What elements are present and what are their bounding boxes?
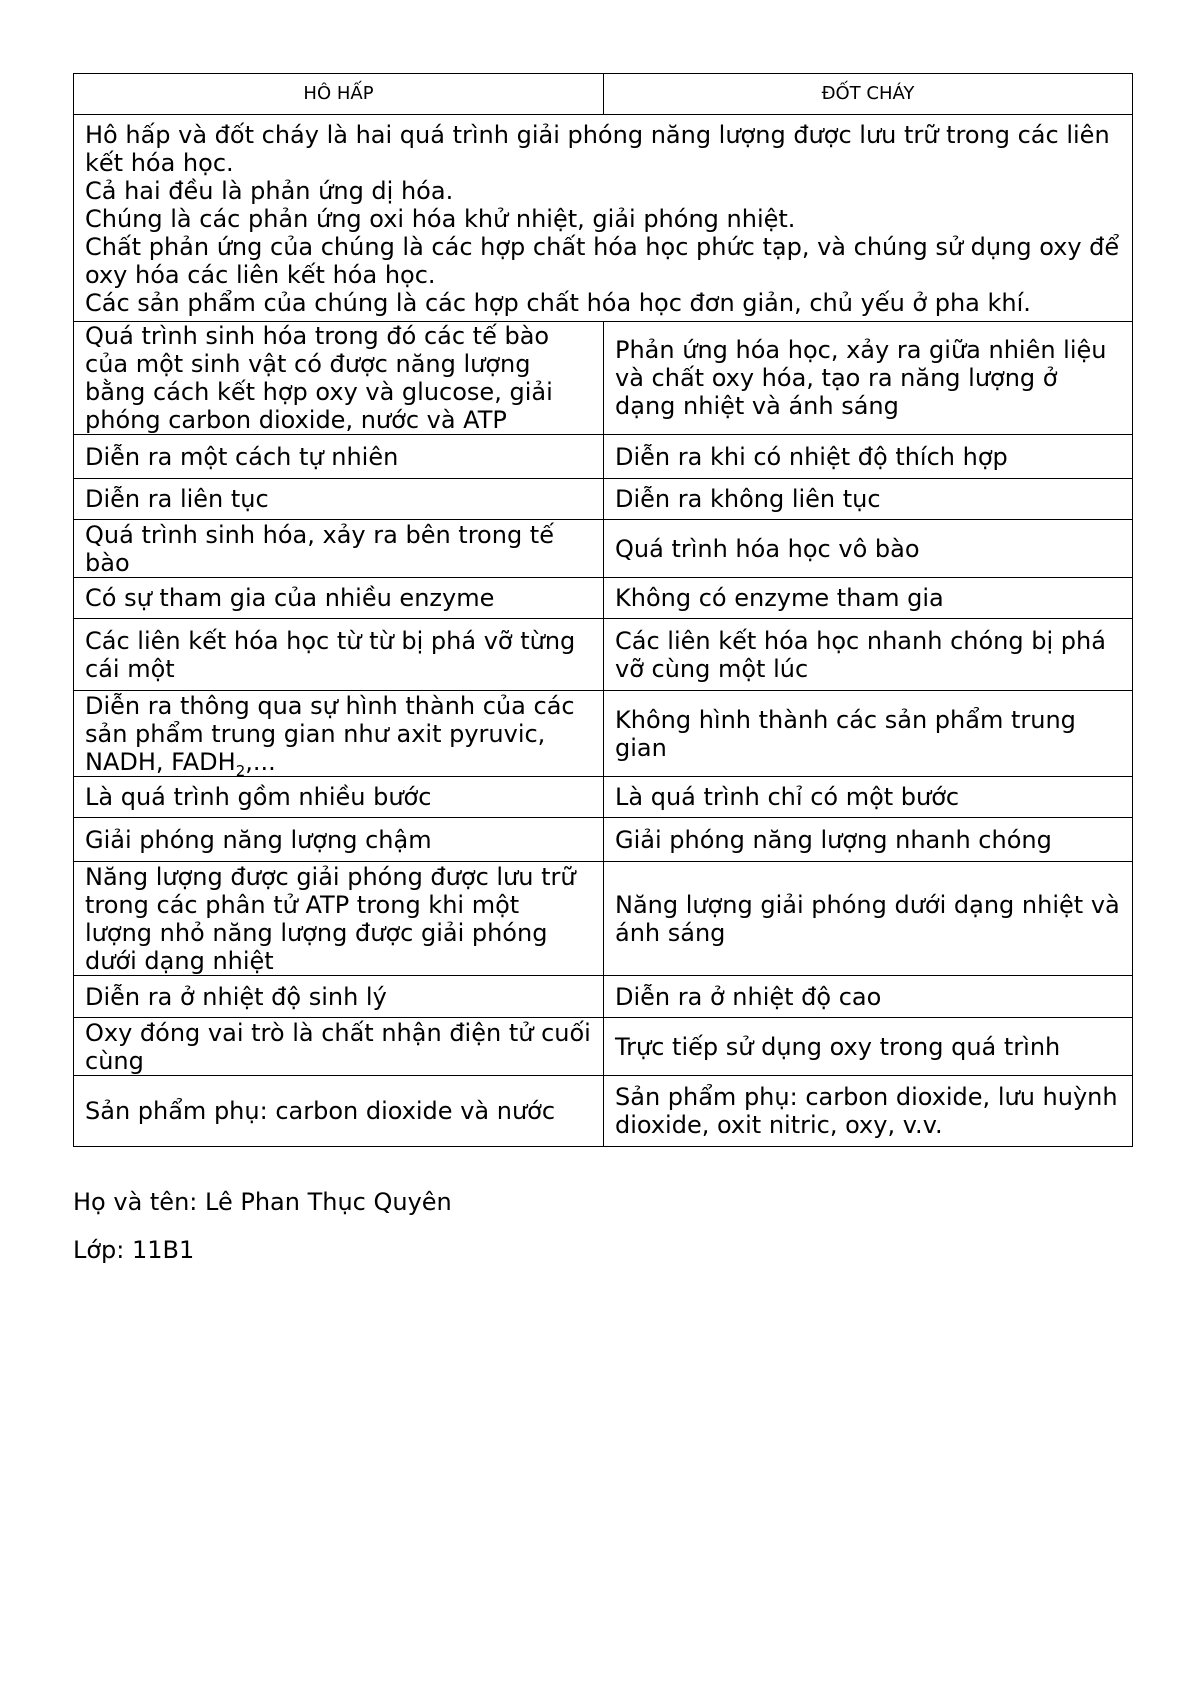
combustion-cell: Là quá trình chỉ có một bước [604, 777, 1133, 818]
combustion-cell: Không có enzyme tham gia [604, 578, 1133, 619]
respiration-cell: Có sự tham gia của nhiều enzyme [74, 578, 604, 619]
combustion-cell: Giải phóng năng lượng nhanh chóng [604, 818, 1133, 862]
table-row [74, 578, 1133, 619]
table-row [74, 619, 1133, 691]
respiration-cell: Diễn ra một cách tự nhiên [74, 435, 604, 479]
respiration-cell: Là quá trình gồm nhiều bước [74, 777, 604, 818]
header-respiration: HÔ HẤP [74, 74, 604, 115]
respiration-cell: Giải phóng năng lượng chậm [74, 818, 604, 862]
respiration-cell: Sản phẩm phụ: carbon dioxide và nước [74, 1076, 604, 1147]
combustion-cell: Quá trình hóa học vô bào [604, 520, 1133, 578]
table-row [74, 479, 1133, 520]
respiration-cell: Các liên kết hóa học từ từ bị phá vỡ từng cái một [74, 619, 604, 691]
table-row [74, 691, 1133, 777]
respiration-cell: Oxy đóng vai trò là chất nhận điện tử cuối cùng [74, 1018, 604, 1076]
respiration-cell: Năng lượng được giải phóng được lưu trữ trong các phân tử ATP trong khi một lượng nhỏ năng lượng được giải phóng dưới dạng nhiệt [74, 862, 604, 976]
table-row [74, 976, 1133, 1018]
combustion-cell: Diễn ra khi có nhiệt độ thích hợp [604, 435, 1133, 479]
shared-line: Chúng là các phản ứng oxi hóa khử nhiệt, giải phóng nhiệt. [85, 205, 796, 233]
respiration-cell [74, 691, 604, 780]
combustion-cell: Diễn ra không liên tục [604, 479, 1133, 520]
respiration-cell: Diễn ra liên tục [74, 479, 604, 520]
combustion-cell: Phản ứng hóa học, xảy ra giữa nhiên liệu và chất oxy hóa, tạo ra năng lượng ở dạng nhiệt và ánh sáng [604, 322, 1133, 435]
table-row [74, 435, 1133, 479]
intermediate-text: Diễn ra thông qua sự hình thành của các sản phẩm trung gian như axit pyruvic, NADH, FADH [85, 691, 575, 776]
subscript-2: 2 [235, 761, 246, 780]
shared-line: Chất phản ứng của chúng là các hợp chất hóa học phức tạp, và chúng sử dụng oxy để oxy hóa các liên kết hóa học. [85, 233, 1120, 289]
table-row [74, 1076, 1133, 1147]
shared-line: Các sản phẩm của chúng là các hợp chất hóa học đơn giản, chủ yếu ở pha khí. [85, 289, 1031, 317]
combustion-cell: Các liên kết hóa học nhanh chóng bị phá vỡ cùng một lúc [604, 619, 1133, 691]
shared-line: Hô hấp và đốt cháy là hai quá trình giải phóng năng lượng được lưu trữ trong các liên kết hóa học. [85, 121, 1110, 177]
combustion-cell: Diễn ra ở nhiệt độ cao [604, 976, 1133, 1018]
table-row [74, 862, 1133, 976]
table-row [74, 520, 1133, 578]
shared-row [74, 115, 1133, 322]
table-row [74, 777, 1133, 818]
combustion-cell: Năng lượng giải phóng dưới dạng nhiệt và ánh sáng [604, 862, 1133, 976]
header-row [74, 74, 1133, 115]
shared-line: Cả hai đều là phản ứng dị hóa. [85, 177, 454, 205]
table-row [74, 1018, 1133, 1076]
shared-similarities-cell [74, 115, 1133, 322]
combustion-cell: Trực tiếp sử dụng oxy trong quá trình [604, 1018, 1133, 1076]
combustion-cell: Sản phẩm phụ: carbon dioxide, lưu huỳnh dioxide, oxit nitric, oxy, v.v. [604, 1076, 1133, 1147]
intermediate-text-end: ,... [245, 747, 276, 776]
combustion-cell: Không hình thành các sản phẩm trung gian [604, 691, 1133, 777]
header-combustion: ĐỐT CHÁY [604, 74, 1133, 115]
table-row [74, 322, 1133, 435]
student-class: Lớp: 11B1 [73, 1236, 195, 1264]
respiration-cell: Quá trình sinh hóa trong đó các tế bào của một sinh vật có được năng lượng bằng cách kết hợp oxy và glucose, giải phóng carbon dioxide, nước và ATP [74, 322, 604, 435]
respiration-cell: Diễn ra ở nhiệt độ sinh lý [74, 976, 604, 1018]
comparison-table [73, 73, 1133, 1147]
respiration-cell: Quá trình sinh hóa, xảy ra bên trong tế bào [74, 520, 604, 578]
table-row [74, 818, 1133, 862]
student-name: Họ và tên: Lê Phan Thục Quyên [73, 1188, 452, 1216]
